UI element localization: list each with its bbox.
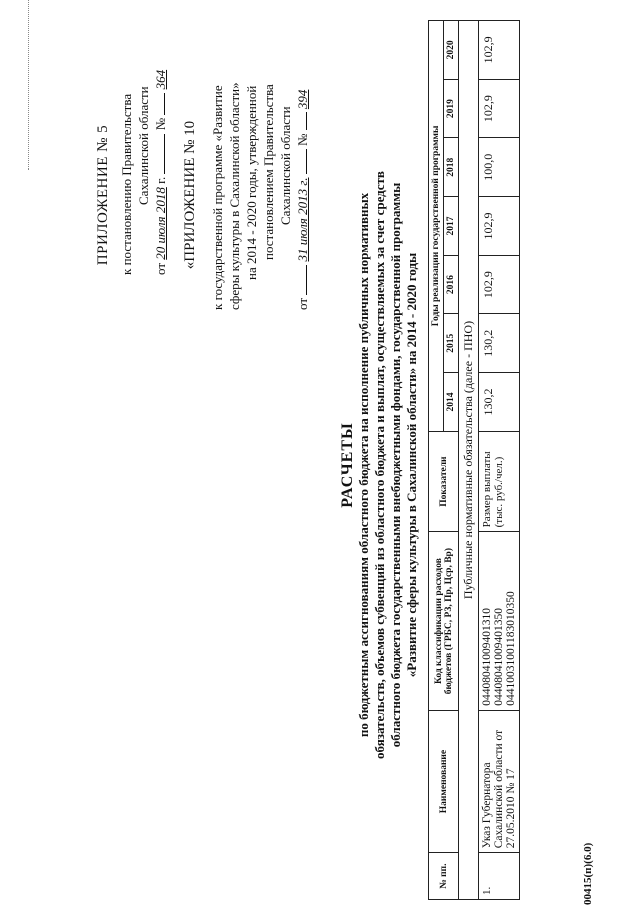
row-code: 04408041009401350 [493, 608, 505, 706]
annex-5-line1: к постановлению Правительства [119, 93, 134, 275]
annex-10-line3: на 2014 - 2020 годы, утвержденной [244, 85, 259, 280]
table-row [479, 21, 520, 900]
row-value: 130,2 [479, 314, 520, 373]
heading-line3: областного бюджета государственными внебюджетными фондами, государственной программы [388, 182, 403, 748]
annex-10-line2: сферы культуры в Сахалинской области» [227, 82, 242, 310]
annex-10-line1: к государственной программе «Развитие [210, 85, 225, 310]
heading-line1: по бюджетным ассигнованиям областного бюджета на исполнение публичных нормативных [356, 192, 371, 738]
section-label: Публичные нормативные обязательства (далее - ПНО) [459, 21, 479, 900]
annex-5-date-line: от 20 июля 2018 г. № 364 [153, 69, 168, 275]
header-year: 2020 [444, 21, 459, 80]
row-value: 130,2 [479, 373, 520, 432]
header-year: 2017 [444, 197, 459, 256]
document-heading [340, 85, 420, 845]
annex-10-date-line: от 31 июля 2013 г. № 394 [295, 89, 310, 310]
header-indicator: Показатели [429, 431, 459, 532]
header-num: № пп. [429, 853, 459, 900]
row-codes [479, 532, 520, 710]
footer-document-code: 00415(п)(6.0) [582, 842, 594, 905]
heading-line4: «Развитие сферы культуры в Сахалинской области» на 2014 - 2020 годы [404, 252, 419, 678]
row-value: 100,0 [479, 138, 520, 197]
annex-5-block [95, 5, 169, 275]
calculations-table [428, 20, 520, 900]
annex-10-date: 31 июля 2013 г. [295, 177, 310, 262]
annex-5-date: 20 июля 2018 [153, 187, 168, 260]
header-year: 2018 [444, 138, 459, 197]
row-code: 04410031001183010350 [505, 591, 517, 706]
annex-10-title: «ПРИЛОЖЕНИЕ № 10 [182, 120, 198, 270]
header-year: 2014 [444, 373, 459, 432]
header-code: Код классификации расходов бюджетов (ГРБС, РЗ, Пр, Цср, Вр) [429, 532, 459, 710]
annex-5-line2: Сахалинской области [136, 86, 151, 205]
row-value: 102,9 [479, 255, 520, 314]
row-value: 102,9 [479, 197, 520, 256]
row-code: 04408041009401310 [481, 608, 493, 706]
annex-10-line5: Сахалинской области [278, 106, 293, 225]
row-name: Указ Губернатора Сахалинской области от 27.05.2010 № 17 [479, 710, 520, 853]
annex-10-block [182, 5, 311, 310]
header-years-group: Годы реализации государственной программы [429, 21, 444, 432]
row-num: 1. [479, 853, 520, 900]
row-value: 102,9 [479, 79, 520, 138]
header-year: 2019 [444, 79, 459, 138]
header-name: Наименование [429, 710, 459, 853]
heading-line2: обязательств, объемов субвенций из областного бюджета и выплат, осуществляемых за счет средств [372, 171, 387, 759]
calculations-table-wrapper [428, 20, 520, 900]
annex-5-number: 364 [153, 69, 168, 90]
header-year: 2015 [444, 314, 459, 373]
row-value: 102,9 [479, 21, 520, 80]
annex-5-title: ПРИЛОЖЕНИЕ № 5 [95, 124, 111, 266]
scan-artifact-line [28, 0, 29, 170]
annex-10-line4: постановлением Правительства [261, 84, 276, 260]
row-indicator: Размер выплаты (тыс. руб./чел.) [479, 431, 520, 532]
header-year: 2016 [444, 255, 459, 314]
annex-10-number: 394 [295, 89, 310, 110]
heading-title: РАСЧЕТЫ [339, 422, 356, 508]
